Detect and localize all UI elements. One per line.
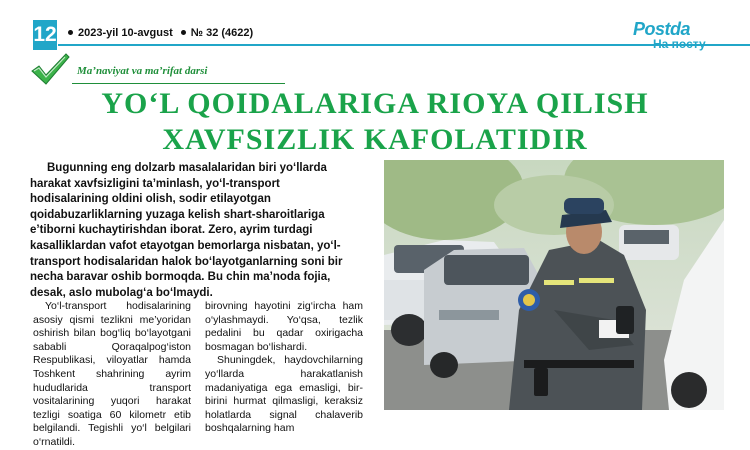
checkmark-icon xyxy=(30,52,70,86)
rubric xyxy=(30,52,255,82)
title-line-1: YO‘L QOIDALARIGA RIOYA QILISH xyxy=(101,87,649,120)
body-paragraph: Shuningdek, haydovchilarning yo‘llarda harakatlanish madaniyatiga ega emasligi, bir-birini hurmat qilmasligi, keraksiz holatlarda signal chalaverib boshqalarning ham xyxy=(205,354,363,435)
issue-number: № 32 (4622) xyxy=(190,27,254,39)
article-photo xyxy=(384,160,724,410)
bullet-icon xyxy=(181,30,186,35)
issue-date: 2023-yil 10-avgust xyxy=(78,27,173,39)
article-lead: Bugunning eng dolzarb masalalaridan biri yo‘llarda harakat xavfsizligini ta’minlash, yo‘l-transport hodisalarining oldini olish, sodir etilayotgan qoidabuzarliklarning yuzaga kelish shart-sharoitlariga e’tiborni kuchaytirishdan iborat. Zero, ayrim turdagi kasalliklardan vafot etayotgan bemorlarga nisbatan, yo‘l-transport hodisalaridan halok bo‘layotganlarning soni bir necha baravar oshib bormoqda. Bu chin ma’noda fojia, desak, aslo mubolag‘a bo‘lmaydi. xyxy=(30,162,343,299)
logo-title: Postda xyxy=(633,19,691,39)
page-number: 12 xyxy=(33,20,57,50)
body-paragraph: Yo‘l-transport hodisalarining asosiy qismi tezlikni me’yoridan oshirish bilan bog‘liq bo‘layotgani sababli Qoraqalpog‘iston Respublikasi, viloyatlar hamda Toshkent shahrining ayrim hududlarida transport vositalarining yuqori harakat tezligi soatiga 60 kilometr etib belgilandi. Tegishli yo‘l belgilari o‘rnatildi. xyxy=(33,300,191,448)
body-column-2 xyxy=(205,300,363,436)
title-line-2: XAVFSIZLIK KAFOLATIDIR xyxy=(162,123,588,156)
rubric-underline xyxy=(72,83,285,84)
body-column-1 xyxy=(33,300,191,450)
rubric-label: Ma’naviyat va ma’rifat darsi xyxy=(77,65,208,77)
body-paragraph: birovning hayotini zig‘ircha ham o‘ylashmaydi. Yo‘qsa, tezlik pedalini bu qadar oxirigacha bosmagan bo‘lishardi. xyxy=(205,300,363,353)
bullet-icon xyxy=(68,30,73,35)
header-divider xyxy=(58,44,750,46)
page-header xyxy=(0,0,750,46)
photo-illustration xyxy=(384,160,724,410)
issue-meta xyxy=(68,27,253,39)
article-title xyxy=(0,86,750,158)
newspaper-logo xyxy=(633,20,723,52)
